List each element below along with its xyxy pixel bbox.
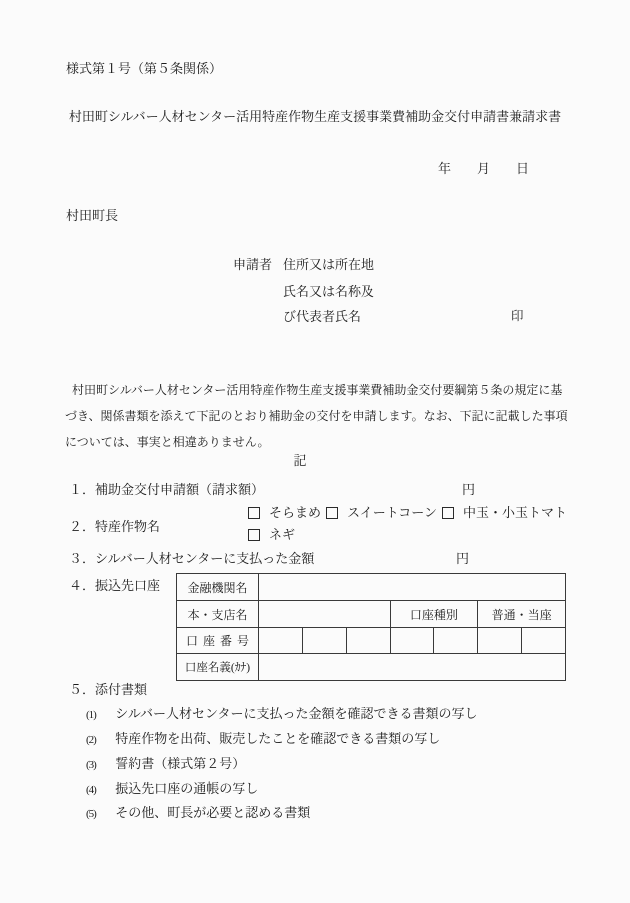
branch-name-label: 本・支店名 [177, 601, 259, 628]
crop-option-tomato [442, 505, 567, 521]
item5-label: ５．添付書類 [69, 682, 148, 697]
account-number-digit-input[interactable] [346, 628, 390, 654]
checkbox-icon[interactable] [442, 507, 454, 519]
account-number-digit-input[interactable] [302, 628, 346, 654]
attachment-text: 振込先口座の通帳の写し [115, 781, 259, 796]
attachment-item [86, 728, 440, 747]
crop-option-label: そらまめ [269, 505, 322, 520]
crop-option-label: 中玉・小玉トマト [462, 505, 567, 520]
attachment-text: その他、町長が必要と認める書類 [115, 805, 311, 820]
applicant-label: 申請者 [233, 257, 273, 272]
attachment-number: (3) [86, 759, 96, 771]
applicant-name-label-line2: び代表者氏名 [283, 309, 362, 324]
body-line: 村田町シルバー人材センター活用特産作物生産支援事業費補助金交付要綱第５条の規定に基 [72, 383, 563, 397]
attachment-item [86, 703, 478, 722]
account-holder-input[interactable] [259, 654, 566, 681]
item1-label: １．補助金交付申請額（請求額） [69, 482, 265, 497]
account-number-digit-input[interactable] [390, 628, 434, 654]
account-number-digit-input[interactable] [434, 628, 478, 654]
item3-yen-unit: 円 [456, 551, 470, 566]
account-number-digit-input[interactable] [478, 628, 522, 654]
attachment-number: (5) [86, 808, 96, 820]
attachment-text: シルバー人材センターに支払った金額を確認できる書類の写し [115, 706, 478, 721]
crop-option-negi [248, 527, 295, 543]
checkbox-icon[interactable] [326, 507, 338, 519]
crop-options-row2 [248, 527, 295, 543]
branch-name-input[interactable] [259, 601, 391, 628]
seal-mark: 印 [511, 309, 524, 323]
account-number-label: 口座番号 [177, 628, 259, 654]
record-heading: 記 [293, 453, 307, 468]
date-line: 年 月 日 [438, 161, 530, 176]
account-type-options: 普通・当座 [478, 601, 566, 628]
addressee-line: 村田町長 [66, 208, 119, 223]
crop-option-sweetcorn [326, 505, 437, 521]
bank-name-input[interactable] [259, 574, 566, 601]
body-line: については、事実と相違ありません。 [65, 435, 270, 449]
checkbox-icon[interactable] [248, 507, 260, 519]
body-paragraph [65, 377, 575, 455]
attachment-item [86, 778, 258, 797]
bank-account-table [176, 573, 566, 681]
crop-option-soramame [248, 505, 321, 521]
attachment-item [86, 802, 310, 821]
document-title: 村田町シルバー人材センター活用特産作物生産支援事業費補助金交付申請書兼請求書 [68, 109, 562, 124]
attachment-item [86, 753, 245, 772]
bank-name-label: 金融機関名 [177, 574, 259, 601]
attachment-number: (4) [86, 784, 96, 796]
item2-label: ２．特産作物名 [69, 519, 161, 534]
attachment-number: (2) [86, 734, 96, 746]
crop-option-label: ネギ [269, 527, 296, 542]
crop-options-row1 [248, 505, 567, 521]
account-number-digit-input[interactable] [259, 628, 303, 654]
item3-label: ３．シルバー人材センターに支払った金額 [69, 551, 315, 566]
attachment-text: 誓約書（様式第２号） [115, 756, 246, 771]
attachment-number: (1) [86, 709, 96, 721]
account-type-label: 口座種別 [390, 601, 478, 628]
item1-yen-unit: 円 [462, 482, 476, 497]
checkbox-icon[interactable] [248, 529, 260, 541]
crop-option-label: スイートコーン [347, 505, 437, 520]
form-number: 様式第１号（第５条関係） [66, 61, 223, 76]
applicant-name-label-line1: 氏名又は名称及 [283, 284, 375, 299]
account-number-digit-input[interactable] [522, 628, 566, 654]
attachment-text: 特産作物を出荷、販売したことを確認できる書類の写し [115, 731, 441, 746]
body-line: づき、関係書類を添えて下記のとおり補助金の交付を申請します。なお、下記に記載した事項 [65, 409, 568, 423]
account-holder-label: 口座名義(ｶﾅ) [177, 654, 259, 681]
item4-label: ４．振込先口座 [69, 578, 161, 593]
applicant-address-label: 住所又は所在地 [283, 257, 375, 272]
